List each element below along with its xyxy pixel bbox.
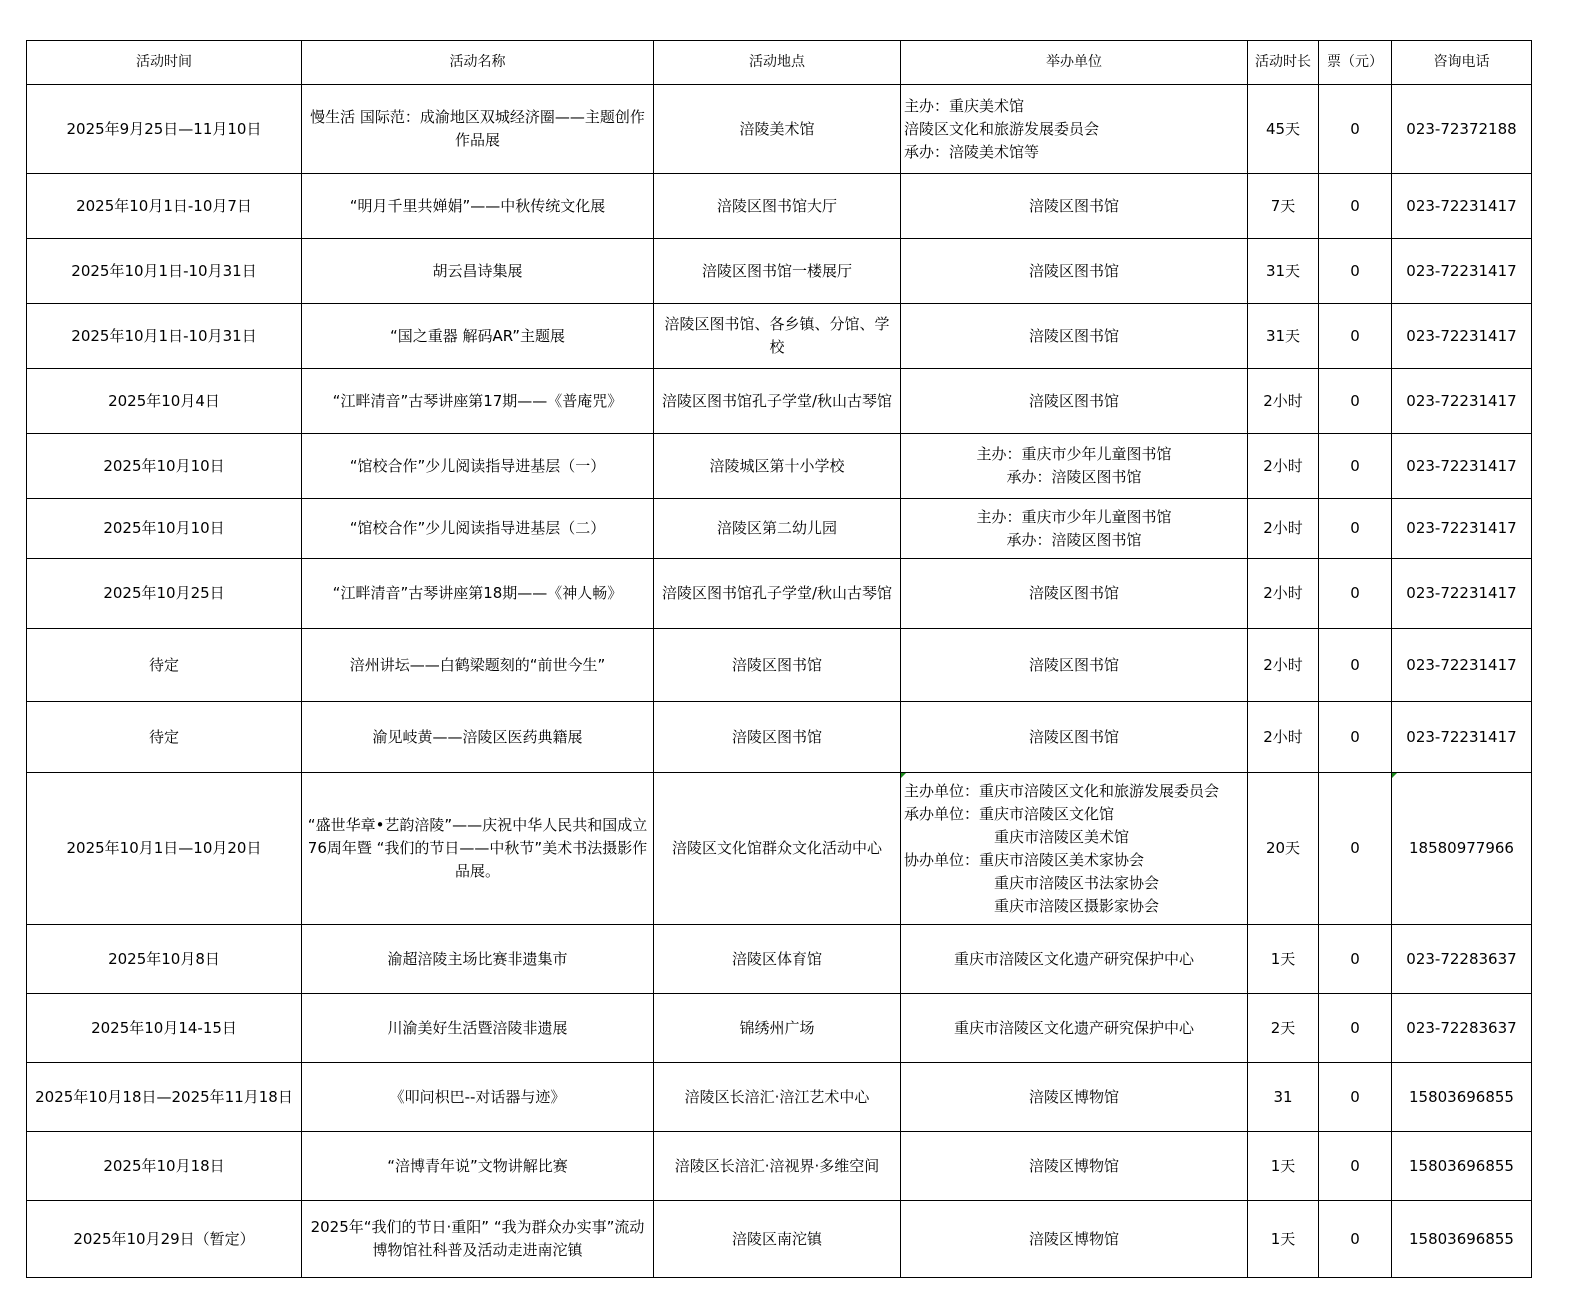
cell-name: 胡云昌诗集展 [302,239,654,304]
cell-duration: 20天 [1248,773,1319,925]
cell-organizer: 涪陵区博物馆 [901,1201,1248,1278]
header-row [27,41,1532,85]
cell-duration: 7天 [1248,174,1319,239]
header-organizer: 举办单位 [901,41,1248,85]
cell-venue: 涪陵区体育馆 [654,925,901,994]
organizer-line: 重庆市涪陵区美术馆 [994,827,1130,846]
cell-duration: 2小时 [1248,434,1319,499]
cell-duration: 31天 [1248,239,1319,304]
cell-name: “国之重器 解码AR”主题展 [302,304,654,369]
organizer-line: 主办单位：重庆市涪陵区文化和旅游发展委员会 [904,781,1220,800]
organizer-line: 重庆市涪陵区摄影家协会 [994,896,1160,915]
cell-venue: 涪陵区文化馆群众文化活动中心 [654,773,901,925]
cell-duration: 2小时 [1248,559,1319,629]
cell-ticket: 0 [1319,85,1392,174]
cell-duration: 1天 [1248,925,1319,994]
cell-venue: 涪陵区图书馆 [654,702,901,773]
cell-ticket: 0 [1319,994,1392,1063]
cell-venue: 涪陵区第二幼儿园 [654,499,901,559]
cell-venue: 涪陵区图书馆、各乡镇、分馆、学校 [654,304,901,369]
cell-name: “盛世华章•艺韵涪陵”——庆祝中华人民共和国成立76周年暨 “我们的节日——中秋节”美术书法摄影作品展。 [302,773,654,925]
organizer-line: 主办：重庆美术馆 [904,96,1025,115]
header-time: 活动时间 [27,41,302,85]
cell-phone: 18580977966 [1392,773,1532,925]
cell-duration: 2小时 [1248,369,1319,434]
table-row [27,369,1532,434]
cell-ticket: 0 [1319,773,1392,925]
cell-duration: 45天 [1248,85,1319,174]
cell-ticket: 0 [1319,1201,1392,1278]
cell-organizer: 涪陵区博物馆 [901,1063,1248,1132]
cell-name: 慢生活 国际范：成渝地区双城经济圈——主题创作作品展 [302,85,654,174]
organizer-line: 涪陵区文化和旅游发展委员会 [904,119,1100,138]
cell-time: 2025年10月1日-10月7日 [27,174,302,239]
organizer-line: 主办：重庆市少年儿童图书馆 [976,507,1172,526]
header-ticket: 票（元） [1319,41,1392,85]
cell-name: “馆校合作”少儿阅读指导进基层（二） [302,499,654,559]
cell-phone: 023-72231417 [1392,499,1532,559]
header-name: 活动名称 [302,41,654,85]
table-row [27,773,1532,925]
table-row [27,85,1532,174]
table-row [27,702,1532,773]
cell-name: 川渝美好生活暨涪陵非遗展 [302,994,654,1063]
cell-organizer: 涪陵区图书馆 [901,174,1248,239]
organizer-line: 主办：重庆市少年儿童图书馆 [976,445,1172,463]
cell-time: 2025年10月29日（暂定） [27,1201,302,1278]
cell-duration: 31天 [1248,304,1319,369]
cell-time: 2025年10月18日 [27,1132,302,1201]
cell-phone: 15803696855 [1392,1201,1532,1278]
cell-time: 待定 [27,629,302,702]
cell-phone: 023-72372188 [1392,85,1532,174]
cell-name: 2025年“我们的节日·重阳” “我为群众办实事”流动博物馆社科普及活动走进南沱镇 [302,1201,654,1278]
cell-ticket: 0 [1319,499,1392,559]
cell-organizer: 涪陵区图书馆 [901,239,1248,304]
cell-phone: 023-72231417 [1392,702,1532,773]
cell-organizer: 涪陵区图书馆 [901,702,1248,773]
table-row [27,559,1532,629]
cell-ticket: 0 [1319,925,1392,994]
cell-duration: 2小时 [1248,629,1319,702]
cell-phone: 023-72231417 [1392,559,1532,629]
cell-venue: 涪陵区长涪汇·涪江艺术中心 [654,1063,901,1132]
cell-time: 2025年10月18日—2025年11月18日 [27,1063,302,1132]
table-row [27,304,1532,369]
cell-time: 2025年10月4日 [27,369,302,434]
cell-ticket: 0 [1319,239,1392,304]
cell-time: 2025年10月10日 [27,499,302,559]
organizer-line: 承办：涪陵区图书馆 [1006,468,1142,486]
cell-name: “江畔清音”古琴讲座第17期——《普庵咒》 [302,369,654,434]
cell-phone: 023-72231417 [1392,304,1532,369]
cell-phone: 023-72231417 [1392,239,1532,304]
cell-duration: 2小时 [1248,702,1319,773]
cell-venue: 涪陵区长涪汇·涪视界·多维空间 [654,1132,901,1201]
organizer-line: 承办单位：重庆市涪陵区文化馆 [904,804,1115,823]
table-row [27,1063,1532,1132]
cell-venue: 锦绣州广场 [654,994,901,1063]
cell-name: 渝超涪陵主场比赛非遗集市 [302,925,654,994]
cell-duration: 31 [1248,1063,1319,1132]
cell-ticket: 0 [1319,174,1392,239]
activity-table [26,40,1532,1278]
header-duration: 活动时长 [1248,41,1319,85]
cell-venue: 涪陵区图书馆孔子学堂/秋山古琴馆 [654,369,901,434]
cell-organizer: 重庆市涪陵区文化遗产研究保护中心 [901,994,1248,1063]
cell-organizer: 涪陵区图书馆 [901,629,1248,702]
cell-venue: 涪陵美术馆 [654,85,901,174]
cell-time: 2025年10月1日-10月31日 [27,304,302,369]
cell-duration: 1天 [1248,1201,1319,1278]
cell-ticket: 0 [1319,304,1392,369]
cell-ticket: 0 [1319,702,1392,773]
table-row [27,499,1532,559]
cell-phone: 15803696855 [1392,1063,1532,1132]
table-row [27,434,1532,499]
cell-time: 待定 [27,702,302,773]
cell-ticket: 0 [1319,559,1392,629]
cell-phone: 15803696855 [1392,1132,1532,1201]
header-phone: 咨询电话 [1392,41,1532,85]
cell-venue: 涪陵区图书馆一楼展厅 [654,239,901,304]
organizer-line: 承办：涪陵美术馆等 [904,142,1040,161]
cell-ticket: 0 [1319,369,1392,434]
cell-duration: 1天 [1248,1132,1319,1201]
cell-phone: 023-72283637 [1392,925,1532,994]
cell-organizer [901,499,1248,559]
table-row [27,1132,1532,1201]
cell-time: 2025年10月10日 [27,434,302,499]
cell-phone: 023-72231417 [1392,629,1532,702]
table-row [27,1201,1532,1278]
cell-time: 2025年9月25日—11月10日 [27,85,302,174]
table-row [27,629,1532,702]
cell-name: “江畔清音”古琴讲座第18期——《神人畅》 [302,559,654,629]
cell-organizer: 涪陵区图书馆 [901,369,1248,434]
cell-ticket: 0 [1319,629,1392,702]
cell-time: 2025年10月8日 [27,925,302,994]
cell-time: 2025年10月1日—10月20日 [27,773,302,925]
cell-organizer: 涪陵区图书馆 [901,304,1248,369]
cell-name: 涪州讲坛——白鹤梁题刻的“前世今生” [302,629,654,702]
cell-organizer: 涪陵区博物馆 [901,1132,1248,1201]
cell-duration: 2天 [1248,994,1319,1063]
cell-organizer [901,773,1248,925]
cell-venue: 涪陵城区第十小学校 [654,434,901,499]
organizer-line: 重庆市涪陵区书法家协会 [994,873,1160,892]
cell-phone: 023-72231417 [1392,369,1532,434]
cell-venue: 涪陵区南沱镇 [654,1201,901,1278]
cell-organizer [901,85,1248,174]
cell-organizer [901,434,1248,499]
cell-ticket: 0 [1319,1063,1392,1132]
cell-name: “涪博青年说”文物讲解比赛 [302,1132,654,1201]
table-row [27,925,1532,994]
cell-organizer: 重庆市涪陵区文化遗产研究保护中心 [901,925,1248,994]
cell-phone: 023-72283637 [1392,994,1532,1063]
cell-time: 2025年10月25日 [27,559,302,629]
table-row [27,174,1532,239]
cell-ticket: 0 [1319,1132,1392,1201]
table-row [27,239,1532,304]
organizer-line: 承办：涪陵区图书馆 [1006,530,1142,549]
table-row [27,994,1532,1063]
cell-organizer: 涪陵区图书馆 [901,559,1248,629]
cell-time: 2025年10月14-15日 [27,994,302,1063]
cell-name: “明月千里共婵娟”——中秋传统文化展 [302,174,654,239]
cell-phone: 023-72231417 [1392,174,1532,239]
header-venue: 活动地点 [654,41,901,85]
organizer-line: 协办单位：重庆市涪陵区美术家协会 [904,850,1145,869]
cell-time: 2025年10月1日-10月31日 [27,239,302,304]
cell-phone: 023-72231417 [1392,434,1532,499]
cell-name: “馆校合作”少儿阅读指导进基层（一） [302,434,654,499]
cell-ticket: 0 [1319,434,1392,499]
cell-name: 《叩问枳巴--对话器与迹》 [302,1063,654,1132]
cell-venue: 涪陵区图书馆大厅 [654,174,901,239]
cell-venue: 涪陵区图书馆孔子学堂/秋山古琴馆 [654,559,901,629]
cell-name: 渝见岐黄——涪陵区医药典籍展 [302,702,654,773]
cell-venue: 涪陵区图书馆 [654,629,901,702]
cell-duration: 2小时 [1248,499,1319,559]
